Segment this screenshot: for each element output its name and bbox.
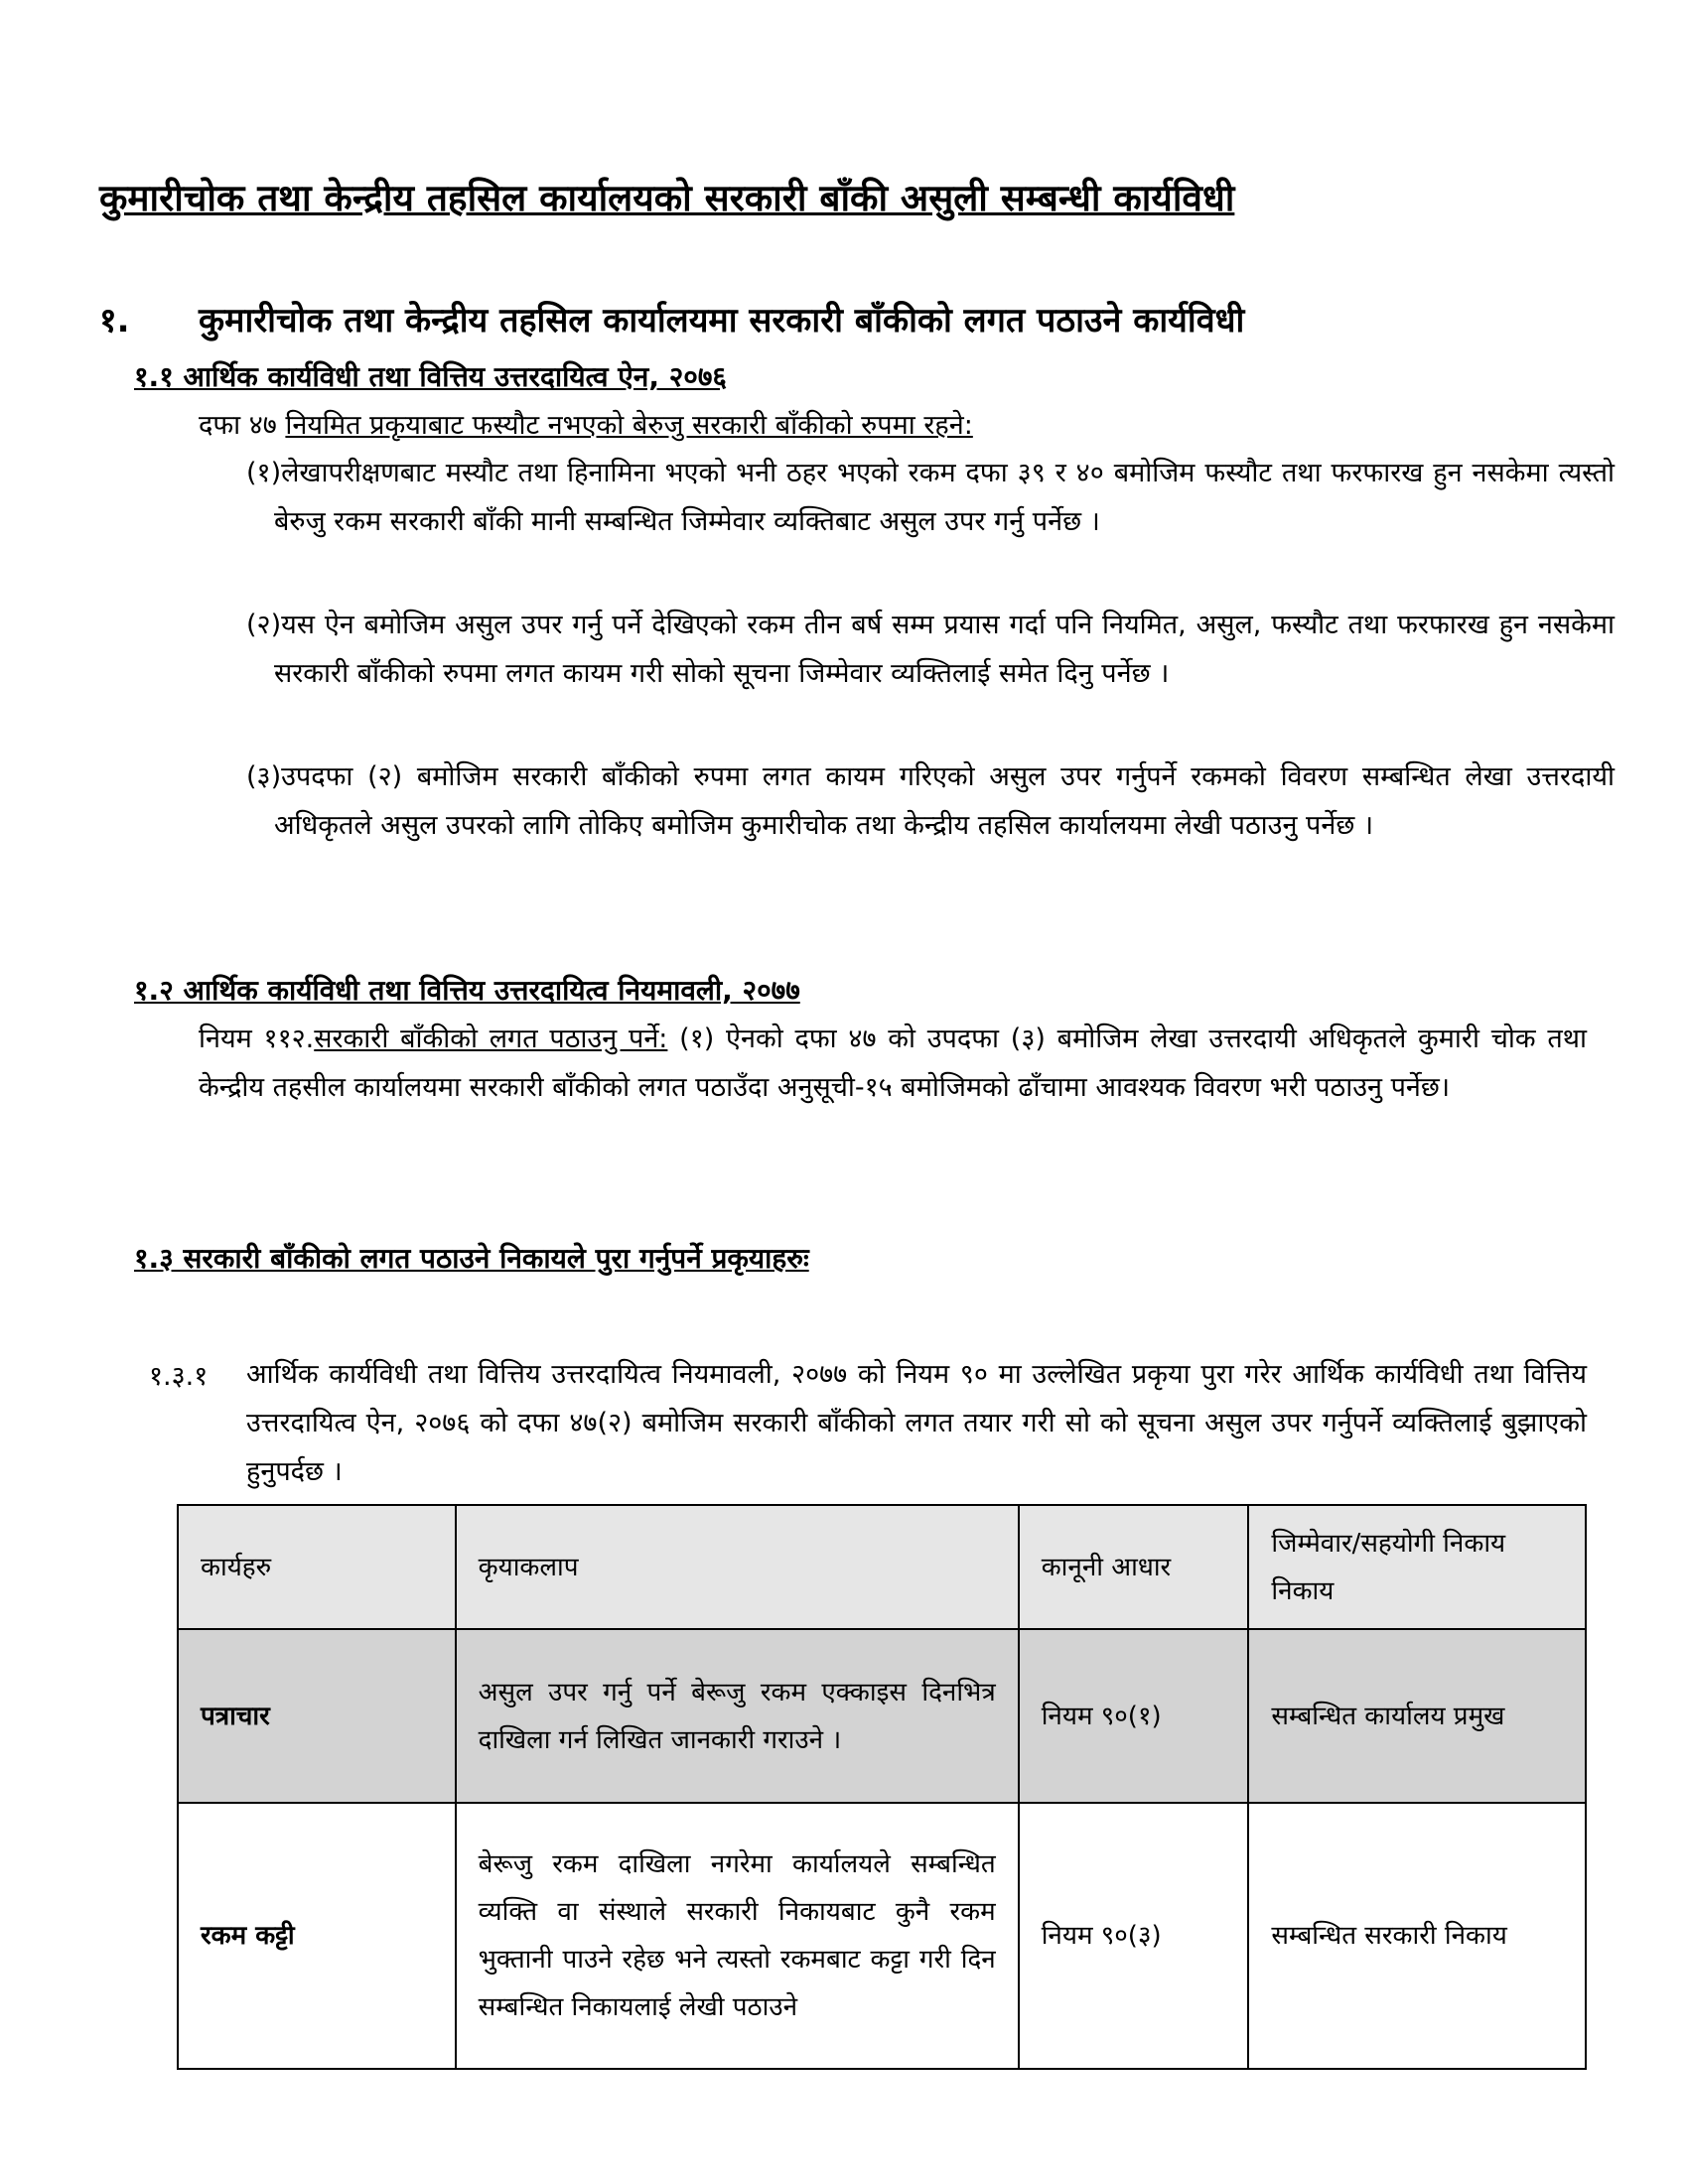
row-legal-basis: नियम ९०(३) xyxy=(1019,1803,1249,2069)
section-1-1-heading: १.१ आर्थिक कार्यविधी तथा वित्तिय उत्तरदायित्व ऐन, २०७६ xyxy=(134,360,727,393)
rule-112-prefix: नियम ११२. xyxy=(199,1024,315,1054)
section-1-3-heading: १.३ सरकारी बाँकीको लगत पठाउने निकायले पुरा गर्नुपर्ने प्रकृयाहरुः xyxy=(134,1242,809,1275)
document-title: कुमारीचोक तथा केन्द्रीय तहसिल कार्यालयको सरकारी बाँकी असुली सम्बन्धी कार्यविधी xyxy=(99,177,1235,219)
rule-112-paragraph xyxy=(199,1015,1587,1112)
rule-112-title: सरकारी बाँकीको लगत पठाउनु पर्ने: xyxy=(314,1024,668,1054)
clause-3: (३)उपदफा (२) बमोजिम सरकारी बाँकीको रुपमा लगत कायम गरिएको असुल उपर गर्नुपर्ने रकमको विवरण सम्बन्धित लेखा उत्तरदायी अधिकृतले असुल उपरको लागि तोकिए बमोजिम कुमारीचोक तथा केन्द्रीय तहसिल कार्यालयमा लेखी पठाउनु पर्नेछ । xyxy=(246,761,1615,841)
section-1-2-heading: १.२ आर्थिक कार्यविधी तथा वित्तिय उत्तरदायित्व नियमावली, २०७७ xyxy=(134,974,800,1007)
header-tasks: कार्यहरु xyxy=(178,1505,456,1629)
header-legal-basis: कानूनी आधार xyxy=(1019,1505,1249,1629)
section-1-heading xyxy=(99,296,1589,341)
row-task: पत्राचार xyxy=(178,1629,456,1803)
section-1-number: १. xyxy=(99,301,130,341)
item-1-3-1-number: १.३.१ xyxy=(149,1361,209,1392)
dafa-47-prefix: दफा ४७ xyxy=(199,410,277,441)
table-header-row xyxy=(178,1505,1586,1629)
row-task: रकम कट्टी xyxy=(178,1803,456,2069)
row-responsible: सम्बन्धित सरकारी निकाय xyxy=(1248,1803,1586,2069)
section-1-title: कुमारीचोक तथा केन्द्रीय तहसिल कार्यालयमा सरकारी बाँकीको लगत पठाउने कार्यविधी xyxy=(199,301,1245,341)
row-responsible: सम्बन्धित कार्यालय प्रमुख xyxy=(1248,1629,1586,1803)
row-legal-basis: नियम ९०(१) xyxy=(1019,1629,1249,1803)
procedure-table xyxy=(177,1504,1587,2070)
dafa-47-line xyxy=(199,405,973,442)
dafa-47-title: नियमित प्रकृयाबाट फस्यौट नभएको बेरुजु सरकारी बाँकीको रुपमा रहने: xyxy=(285,410,973,441)
table-row xyxy=(178,1803,1586,2069)
rule-112-text: (१) ऐनको दफा ४७ को उपदफा (३) बमोजिम लेखा उत्तरदायी अधिकृतले कुमारी चोक तथा केन्द्रीय तहसील कार्यालयमा सरकारी बाँकीको लगत पठाउँदा अनुसूची-१५ बमोजिमको ढाँचामा आवश्यक विवरण भरी पठाउनु पर्नेछ। xyxy=(199,1024,1587,1103)
header-responsible: जिम्मेवार/सहयोगी निकाय निकाय xyxy=(1248,1505,1586,1629)
item-1-3-1-text: आर्थिक कार्यविधी तथा वित्तिय उत्तरदायित्व नियमावली, २०७७ को नियम ९० मा उल्लेखित प्रकृया पुरा गरेर आर्थिक कार्यविधी तथा वित्तिय उत्तरदायित्व ऐन, २०७६ को दफा ४७(२) बमोजिम सरकारी बाँकीको लगत तयार गरी सो को सूचना असुल उपर गर्नुपर्ने व्यक्तिलाई बुझाएको हुनुपर्दछ । xyxy=(246,1359,1587,1487)
row-activity: बेरूजु रकम दाखिला नगरेमा कार्यालयले सम्बन्धित व्यक्ति वा संस्थाले सरकारी निकायबाट कुनै रकम भुक्तानी पाउने रहेछ भने त्यस्तो रकमबाट कट्टा गरी दिन सम्बन्धित निकायलाई लेखी पठाउने xyxy=(456,1803,1019,2069)
clause-2: (२)यस ऐन बमोजिम असुल उपर गर्नु पर्ने देखिएको रकम तीन बर्ष सम्म प्रयास गर्दा पनि नियमित, असुल, फस्यौट तथा फरफारख हुन नसकेमा सरकारी बाँकीको रुपमा लगत कायम गरी सोको सूचना जिम्मेवार व्यक्तिलाई समेत दिनु पर्नेछ । xyxy=(246,610,1615,689)
row-activity: असुल उपर गर्नु पर्ने बेरूजु रकम एक्काइस दिनभित्र दाखिला गर्न लिखित जानकारी गराउने । xyxy=(456,1629,1019,1803)
clause-1: (१)लेखापरीक्षणबाट मस्यौट तथा हिनामिना भएको भनी ठहर भएको रकम दफा ३९ र ४० बमोजिम फस्यौट तथा फरफारख हुन नसकेमा त्यस्तो बेरुजु रकम सरकारी बाँकी मानी सम्बन्धित जिम्मेवार व्यक्तिबाट असुल उपर गर्नु पर्नेछ । xyxy=(246,458,1615,537)
table-row xyxy=(178,1629,1586,1803)
header-activities: कृयाकलाप xyxy=(456,1505,1019,1629)
